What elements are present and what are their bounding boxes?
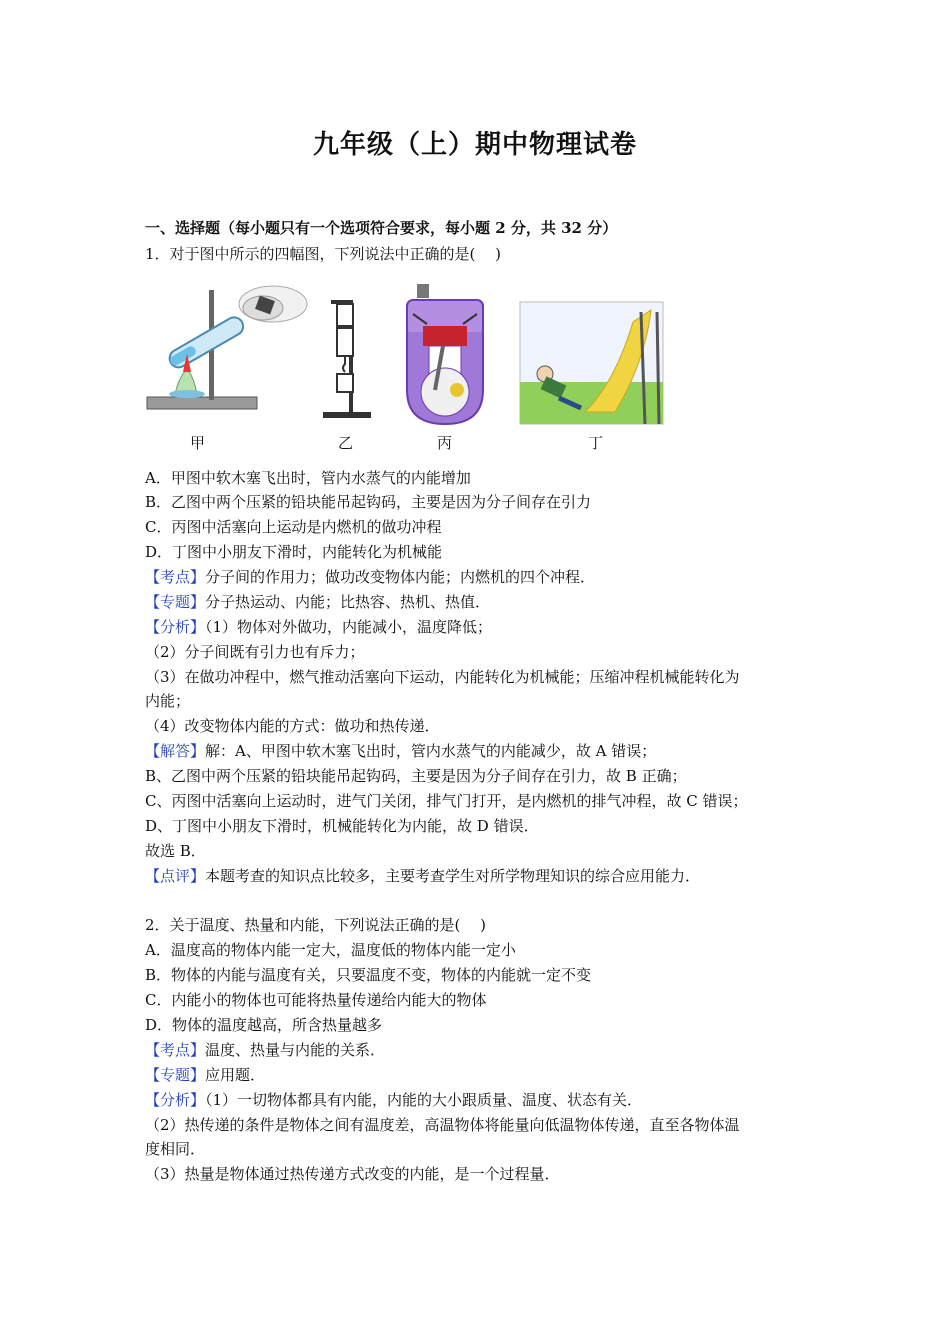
- tag-label: 【分析】: [145, 618, 206, 636]
- q2-zhuanti-text: 应用题．: [205, 1066, 266, 1084]
- q1-option-b: B．乙图中两个压紧的铅块能吊起钩码，主要是因为分子间存在引力: [145, 493, 592, 511]
- q1-zhuanti: [145, 590, 490, 614]
- q1-fenxi: [145, 615, 492, 639]
- q1-answer: 故选 B．: [145, 842, 206, 860]
- tag-label: 【解答】: [145, 742, 206, 760]
- q1-jieda: [145, 739, 656, 763]
- tag-label: 【点评】: [145, 867, 206, 885]
- question-1-figures: [145, 282, 675, 457]
- q1-kaodian: [145, 565, 595, 589]
- q2-kaodian: [145, 1038, 385, 1062]
- figure-yi-lead-blocks: [323, 300, 371, 418]
- q1-option-c: C．丙图中活塞向上运动是内燃机的做功冲程: [145, 518, 442, 536]
- question-2-stem: 2．关于温度、热量和内能，下列说法正确的是( ): [145, 916, 487, 934]
- figure-jia-test-tube: [147, 286, 307, 409]
- figure-bing-engine: [407, 284, 483, 424]
- figure-ding-slide: [520, 302, 663, 424]
- q1-kaodian-text: 分子间的作用力；做功改变物体内能；内燃机的四个冲程．: [205, 568, 596, 586]
- q2-option-a: A．温度高的物体内能一定大，温度低的物体内能一定小: [145, 941, 516, 959]
- q1-jieda-line: D、丁图中小朋友下滑时，机械能转化为内能，故 D 错误．: [145, 817, 539, 835]
- q1-dianping: [145, 864, 700, 888]
- q2-fenxi: [145, 1088, 642, 1112]
- q1-jieda-line: C、丙图中活塞向上运动时，进气门关闭，排气门打开，是内燃机的排气冲程，故 C 错误；: [145, 792, 748, 810]
- q1-zhuanti-text: 分子热运动、内能；比热容、热机、热值．: [205, 593, 491, 611]
- q1-fenxi-text: （1）物体对外做功，内能减小，温度降低；: [205, 618, 493, 636]
- tag-label: 【考点】: [145, 1041, 206, 1059]
- q1-fenxi-line: （4）改变物体内能的方式：做功和热传递．: [145, 717, 440, 735]
- q1-option-a: A．甲图中软木塞飞出时，管内水蒸气的内能增加: [145, 469, 471, 487]
- q2-fenxi-line: （2）热传递的条件是物体之间有温度差，高温物体将能量向低温物体传递，直至各物体温: [145, 1116, 740, 1134]
- figure-label-ding: 丁: [588, 434, 604, 452]
- tag-label: 【分析】: [145, 1091, 206, 1109]
- figure-label-bing: 丙: [437, 434, 453, 452]
- q1-fenxi-line: （2）分子间既有引力也有斥力；: [145, 643, 365, 661]
- figure-label-yi: 乙: [338, 434, 354, 452]
- q2-option-c: C．内能小的物体也可能将热量传递给内能大的物体: [145, 991, 487, 1009]
- q1-jieda-line: B、乙图中两个压紧的铅块能吊起钩码，主要是因为分子间存在引力，故 B 正确；: [145, 767, 687, 785]
- q2-kaodian-text: 温度、热量与内能的关系．: [205, 1041, 386, 1059]
- tag-label: 【专题】: [145, 1066, 206, 1084]
- q1-fenxi-line: 内能；: [145, 692, 191, 710]
- question-1-stem: 1．对于图中所示的四幅图，下列说法中正确的是( ): [145, 245, 502, 263]
- q2-fenxi-line: （3）热量是物体通过热传递方式改变的内能，是一个过程量．: [145, 1165, 560, 1183]
- q2-zhuanti: [145, 1063, 265, 1087]
- q2-option-d: D．物体的温度越高，所含热量越多: [145, 1016, 383, 1034]
- q2-fenxi-line: 度相同．: [145, 1140, 206, 1158]
- physics-figures-illustration: [145, 282, 675, 457]
- page-title: 九年级（上）期中物理试卷: [312, 130, 637, 160]
- q1-jieda-text: 解：A、甲图中软木塞飞出时，管内水蒸气的内能减少，故 A 错误；: [205, 742, 657, 760]
- q1-option-d: D．丁图中小朋友下滑时，内能转化为机械能: [145, 543, 443, 561]
- section-heading: 一、选择题（每小题只有一个选项符合要求，每小题 2 分，共 32 分）: [145, 219, 618, 237]
- figure-label-jia: 甲: [190, 434, 206, 452]
- q2-option-b: B．物体的内能与温度有关，只要温度不变，物体的内能就一定不变: [145, 966, 592, 984]
- q2-fenxi-text: （1）一切物体都具有内能，内能的大小跟质量、温度、状态有关．: [205, 1091, 643, 1109]
- q1-fenxi-line: （3）在做功冲程中，燃气推动活塞向下运动，内能转化为机械能；压缩冲程机械能转化为: [145, 668, 740, 686]
- q1-dianping-text: 本题考查的知识点比较多，主要考查学生对所学物理知识的综合应用能力．: [205, 867, 701, 885]
- tag-label: 【考点】: [145, 568, 206, 586]
- tag-label: 【专题】: [145, 593, 206, 611]
